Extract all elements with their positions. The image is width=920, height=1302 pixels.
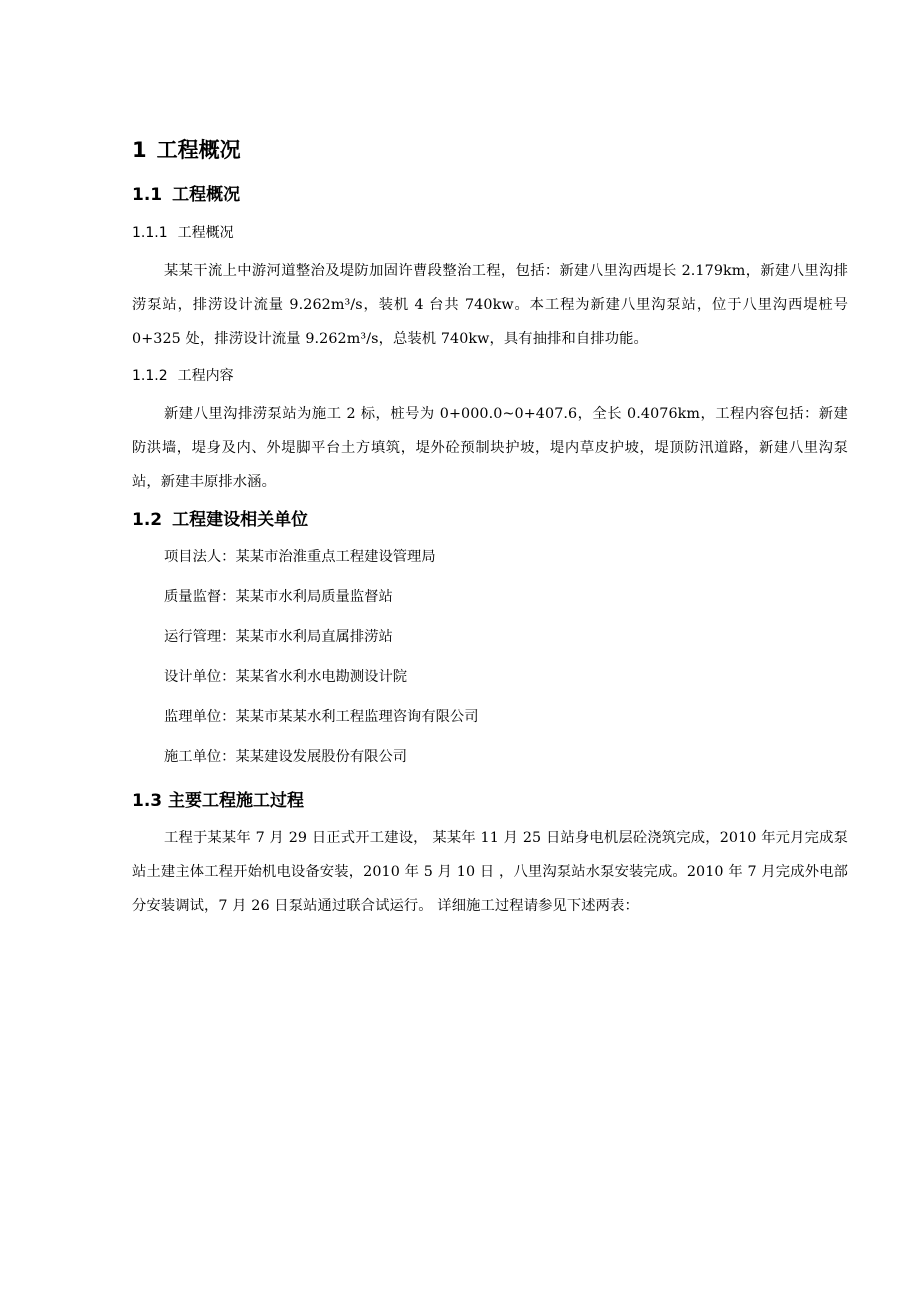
heading-title: 工程概况 — [177, 225, 234, 241]
heading-number: 1 — [132, 138, 147, 162]
heading-number: 1.1.1 — [132, 225, 168, 241]
heading-1-1-2 — [132, 365, 848, 385]
unit-item: 项目法人：某某市治淮重点工程建设管理局 — [164, 549, 436, 565]
heading-title: 工程建设相关单位 — [172, 510, 309, 530]
heading-number: 1.1.2 — [132, 368, 168, 384]
heading-1-3: 1.3 主要工程施工过程 — [132, 791, 305, 811]
unit-item: 设计单位：某某省水利水电勘测设计院 — [164, 669, 408, 685]
heading-title: 工程概况 — [156, 138, 241, 162]
paragraph-construction: 工程于某某年 7 月 29 日正式开工建设， 某某年 11 月 25 日站身电机层砼浇筑完成，2010 年元月完成泵站土建主体工程开始机电设备安装，2010 年 5 月 10 日 ，八里沟泵站水泵安装完成。2010 年 7 月完成外电部分安装调试，7 月 26 日泵站通过联合试运行。 详细施工过程请参见下述两表： — [132, 830, 848, 914]
unit-item: 运行管理：某某市水利局直属排涝站 — [164, 629, 393, 645]
heading-1-1 — [132, 180, 848, 205]
paragraph-overview: 某某干流上中游河道整治及堤防加固许曹段整治工程，包括：新建八里沟西堤长 2.179km，新建八里沟排涝泵站，排涝设计流量 9.262m³/s，装机 4 台共 740kw。本工程为新建八里沟泵站，位于八里沟西堤桩号 0+325 处，排涝设计流量 9.262m³/s，总装机 740kw，具有抽排和自排功能。 — [132, 263, 848, 347]
heading-title: 工程内容 — [177, 368, 234, 384]
heading-1-1-1 — [132, 222, 848, 242]
unit-item: 施工单位：某某建设发展股份有限公司 — [164, 749, 408, 765]
unit-item: 质量监督：某某市水利局质量监督站 — [164, 589, 393, 605]
heading-1 — [132, 134, 848, 164]
unit-item: 监理单位：某某市某某水利工程监理咨询有限公司 — [164, 709, 479, 725]
heading-title: 工程概况 — [172, 185, 241, 205]
heading-number: 1.1 — [132, 185, 163, 205]
paragraph-content: 新建八里沟排涝泵站为施工 2 标，桩号为 0+000.0~0+407.6，全长 0.4076km，工程内容包括：新建防洪墙，堤身及内、外堤脚平台土方填筑，堤外砼预制块护坡，堤内草皮护坡，堤顶防汛道路，新建八里沟泵站，新建丰原排水涵。 — [132, 406, 848, 490]
heading-number: 1.2 — [132, 510, 163, 530]
heading-1-2 — [132, 505, 848, 530]
